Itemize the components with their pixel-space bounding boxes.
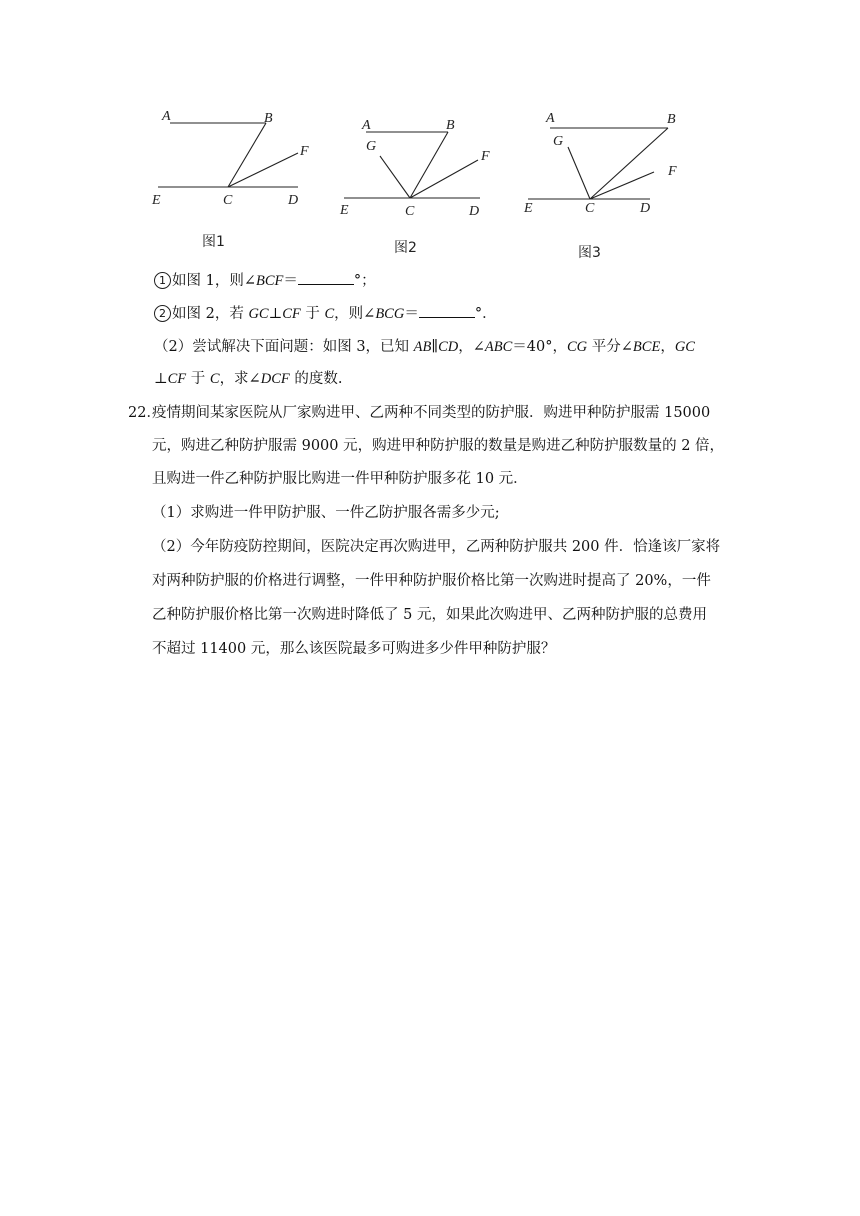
circled-number-1: 1 xyxy=(154,272,171,289)
label-f: F xyxy=(300,144,309,159)
var: GC xyxy=(248,306,269,322)
label-c: C xyxy=(405,204,415,219)
circled-number-2: 2 xyxy=(154,305,171,322)
text: ＝40°， xyxy=(512,339,567,355)
label-a: A xyxy=(162,109,171,124)
text: ， xyxy=(660,339,675,355)
text: ，求∠ xyxy=(219,371,261,387)
label-b: B xyxy=(264,111,273,126)
text: ＝ xyxy=(404,306,419,322)
var: C xyxy=(209,371,220,387)
var: CF xyxy=(167,371,187,387)
text: ＝ xyxy=(283,273,298,289)
var: BCG xyxy=(375,306,405,322)
q21-part2-line2 xyxy=(154,369,342,389)
label-c: C xyxy=(585,201,595,216)
q21-part2-line1 xyxy=(154,337,695,357)
q22-line-4: （1）求购进一件甲防护服、一件乙防护服各需多少元; xyxy=(152,505,500,521)
text: °； xyxy=(353,273,376,289)
text: 平分∠ xyxy=(587,339,633,355)
label-e: E xyxy=(524,201,533,216)
label-d: D xyxy=(469,204,480,219)
answer-blank[interactable] xyxy=(298,270,354,285)
question-number: 22． xyxy=(128,405,161,421)
q22-line-8: 不超过 11400 元，那么该医院最多可购进多少件甲种防护服？ xyxy=(152,641,556,657)
var: AB xyxy=(413,339,432,355)
text: （2）尝试解决下面问题：如图 3，已知 xyxy=(154,339,414,355)
var: ABC xyxy=(484,339,513,355)
text: 如图 1，则∠ xyxy=(172,273,256,289)
var: BCF xyxy=(255,273,284,289)
text: °． xyxy=(474,306,497,322)
text: 的度数. xyxy=(289,371,343,387)
figure-3-diagram xyxy=(520,100,690,265)
line-cg xyxy=(568,147,590,199)
line-cg xyxy=(380,156,410,198)
label-f: F xyxy=(481,149,490,164)
text: ∥ xyxy=(431,339,439,355)
label-d: D xyxy=(288,193,299,208)
label-b: B xyxy=(446,118,455,133)
line-cb xyxy=(590,128,668,199)
line-cf xyxy=(410,160,478,198)
var: CG xyxy=(567,339,588,355)
figure-3-caption: 图3 xyxy=(578,245,601,261)
label-a: A xyxy=(362,118,371,133)
line-cb xyxy=(410,132,448,198)
label-g: G xyxy=(366,139,377,154)
figure-3 xyxy=(520,100,690,265)
var: GC xyxy=(674,339,695,355)
var: CD xyxy=(438,339,459,355)
label-b: B xyxy=(667,112,676,127)
text: ⊥ xyxy=(154,371,168,387)
figure-1-caption: 图1 xyxy=(202,234,225,250)
figure-2-caption: 图2 xyxy=(394,240,417,256)
text: 于 xyxy=(186,371,210,387)
figure-1 xyxy=(148,100,318,260)
q21-item-2 xyxy=(154,303,497,324)
text: 如图 2，若 xyxy=(172,306,249,322)
label-a: A xyxy=(546,111,555,126)
label-f: F xyxy=(668,164,677,179)
q22-line-6: 对两种防护服的价格进行调整，一件甲种防护服价格比第一次购进时提高了 20%，一件 xyxy=(152,573,711,589)
text: ⊥ xyxy=(268,306,283,322)
label-e: E xyxy=(340,203,349,218)
figure-1-diagram xyxy=(148,100,318,260)
label-g: G xyxy=(553,134,564,149)
label-e: E xyxy=(152,193,161,208)
line-cf xyxy=(590,172,654,199)
answer-blank[interactable] xyxy=(419,303,475,318)
q21-item-1 xyxy=(154,270,376,291)
q22-line-1: 疫情期间某家医院从厂家购进甲、乙两种不同类型的防护服．购进甲种防护服需 15000 xyxy=(152,405,711,421)
text: ，则∠ xyxy=(334,306,376,322)
q22-line-7: 乙种防护服价格比第一次购进时降低了 5 元，如果此次购进甲、乙两种防护服的总费用 xyxy=(152,607,707,623)
var: DCF xyxy=(260,371,290,387)
q22-line-2: 元，购进乙种防护服需 9000 元，购进甲种防护服的数量是购进乙种防护服数量的 2 倍， xyxy=(152,438,725,454)
var: CF xyxy=(282,306,301,322)
q22-line-3: 且购进一件乙种防护服比购进一件甲种防护服多花 10 元． xyxy=(152,471,528,487)
label-c: C xyxy=(223,193,233,208)
text: 于 xyxy=(300,306,325,322)
figure-2 xyxy=(338,100,508,260)
text: ，∠ xyxy=(458,339,485,355)
figure-2-diagram xyxy=(338,100,508,260)
q22-line-5: （2）今年防疫防控期间，医院决定再次购进甲，乙两种防护服共 200 件．恰逢该厂家将 xyxy=(152,539,721,555)
label-d: D xyxy=(640,201,651,216)
var: BCE xyxy=(632,339,661,355)
var: C xyxy=(324,306,335,322)
